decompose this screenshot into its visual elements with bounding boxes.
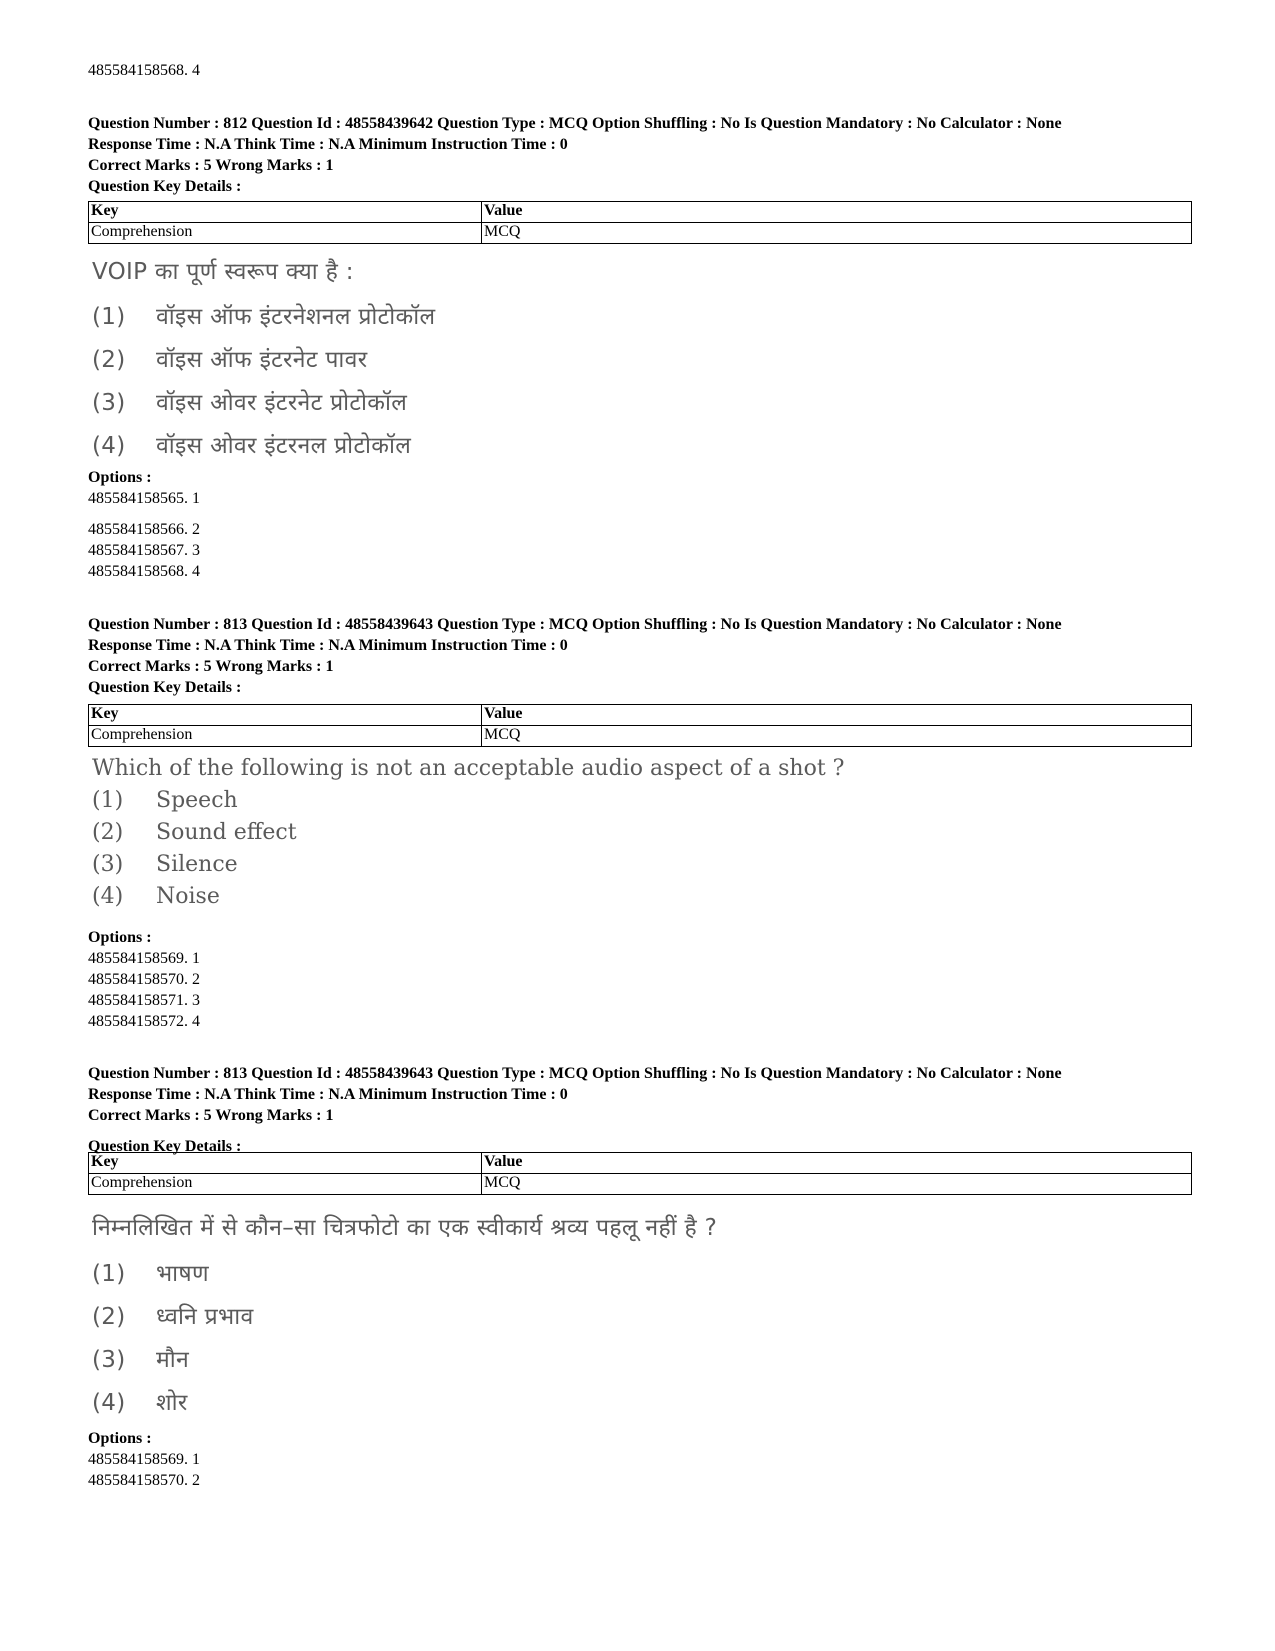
- choice-item: [92, 820, 297, 845]
- choice-item: [92, 428, 411, 460]
- question-key-details-label: Question Key Details :: [88, 178, 242, 195]
- question-marks-line: Correct Marks : 5 Wrong Marks : 1: [88, 658, 334, 675]
- table-header-key: Key: [89, 705, 482, 726]
- table-cell-value: MCQ: [482, 223, 1192, 244]
- choice-number: (2): [92, 1304, 126, 1330]
- choice-number: (4): [92, 433, 126, 459]
- choice-item: [92, 788, 238, 813]
- table-header-value: Value: [482, 202, 1192, 223]
- question-key-table: [88, 201, 1192, 244]
- question-header-line: Question Number : 813 Question Id : 48558439643 Question Type : MCQ Option Shuffling : No Is Question Mandatory : No Calculator : None: [88, 616, 1062, 633]
- choice-number: (3): [92, 852, 124, 877]
- choice-item: [92, 1256, 209, 1288]
- option-id-line: 485584158570. 2: [88, 1472, 200, 1489]
- table-header-key: Key: [89, 1153, 482, 1174]
- choice-number: (1): [92, 1261, 126, 1287]
- choice-item: [92, 342, 367, 374]
- option-id-line: 485584158571. 3: [88, 992, 200, 1009]
- question-key-table: [88, 1152, 1192, 1195]
- choice-text: शोर: [156, 1390, 188, 1416]
- question-header-line: Question Number : 813 Question Id : 48558439643 Question Type : MCQ Option Shuffling : No Is Question Mandatory : No Calculator : None: [88, 1065, 1062, 1082]
- choice-item: [92, 299, 435, 331]
- option-id-line: 485584158572. 4: [88, 1013, 200, 1030]
- choice-text: भाषण: [156, 1261, 209, 1287]
- choice-text: वॉइस ऑफ इंटरनेशनल प्रोटोकॉल: [156, 304, 436, 330]
- question-timing-line: Response Time : N.A Think Time : N.A Minimum Instruction Time : 0: [88, 1086, 568, 1103]
- option-id-line: 485584158570. 2: [88, 971, 200, 988]
- table-cell-key: Comprehension: [89, 223, 482, 244]
- choice-number: (3): [92, 1347, 126, 1373]
- question-timing-line: Response Time : N.A Think Time : N.A Minimum Instruction Time : 0: [88, 637, 568, 654]
- choice-item: [92, 385, 407, 417]
- option-id-line: 485584158568. 4: [88, 563, 200, 580]
- choice-item: [92, 884, 220, 909]
- option-id-line: 485584158565. 1: [88, 490, 200, 507]
- option-id-line: 485584158569. 1: [88, 1451, 200, 1468]
- choice-number: (4): [92, 884, 124, 909]
- choice-number: (3): [92, 390, 126, 416]
- choice-text: वॉइस ओवर इंटरनेट प्रोटोकॉल: [156, 390, 408, 416]
- choice-item: [92, 852, 238, 877]
- table-header-key: Key: [89, 202, 482, 223]
- choice-text: वॉइस ऑफ इंटरनेट पावर: [156, 347, 368, 373]
- question-marks-line: Correct Marks : 5 Wrong Marks : 1: [88, 157, 334, 174]
- option-id-line: 485584158567. 3: [88, 542, 200, 559]
- options-label: Options :: [88, 1430, 152, 1447]
- question-marks-line: Correct Marks : 5 Wrong Marks : 1: [88, 1107, 334, 1124]
- table-cell-key: Comprehension: [89, 1174, 482, 1195]
- choice-item: [92, 1385, 188, 1417]
- choice-text: मौन: [156, 1347, 190, 1373]
- options-label: Options :: [88, 929, 152, 946]
- previous-option-line: 485584158568. 4: [88, 62, 200, 79]
- question-timing-line: Response Time : N.A Think Time : N.A Minimum Instruction Time : 0: [88, 136, 568, 153]
- choice-number: (4): [92, 1390, 126, 1416]
- question-stem: Which of the following is not an acceptable audio aspect of a shot ?: [92, 756, 845, 781]
- choice-text: ध्वनि प्रभाव: [156, 1304, 254, 1330]
- question-key-details-label: Question Key Details :: [88, 1138, 242, 1155]
- choice-number: (1): [92, 304, 126, 330]
- choice-number: (1): [92, 788, 124, 813]
- question-stem: VOIP का पूर्ण स्वरूप क्या है :: [92, 259, 354, 285]
- option-id-line: 485584158569. 1: [88, 950, 200, 967]
- choice-text: Silence: [156, 852, 238, 877]
- table-cell-key: Comprehension: [89, 726, 482, 747]
- question-header-line: Question Number : 812 Question Id : 48558439642 Question Type : MCQ Option Shuffling : No Is Question Mandatory : No Calculator : None: [88, 115, 1062, 132]
- choice-text: Sound effect: [156, 820, 297, 845]
- choice-item: [92, 1299, 254, 1331]
- choice-number: (2): [92, 820, 124, 845]
- options-label: Options :: [88, 469, 152, 486]
- choice-item: [92, 1342, 189, 1374]
- question-key-table: [88, 704, 1192, 747]
- table-cell-value: MCQ: [482, 1174, 1192, 1195]
- choice-text: वॉइस ओवर इंटरनल प्रोटोकॉल: [156, 433, 412, 459]
- choice-number: (2): [92, 347, 126, 373]
- question-stem: निम्नलिखित में से कौन–सा चित्रफोटो का एक स्वीकार्य श्रव्य पहलू नहीं है ?: [92, 1215, 718, 1241]
- choice-text: Noise: [156, 884, 220, 909]
- table-cell-value: MCQ: [482, 726, 1192, 747]
- table-header-value: Value: [482, 1153, 1192, 1174]
- option-id-line: 485584158566. 2: [88, 521, 200, 538]
- question-key-details-label: Question Key Details :: [88, 679, 242, 696]
- choice-text: Speech: [156, 788, 238, 813]
- table-header-value: Value: [482, 705, 1192, 726]
